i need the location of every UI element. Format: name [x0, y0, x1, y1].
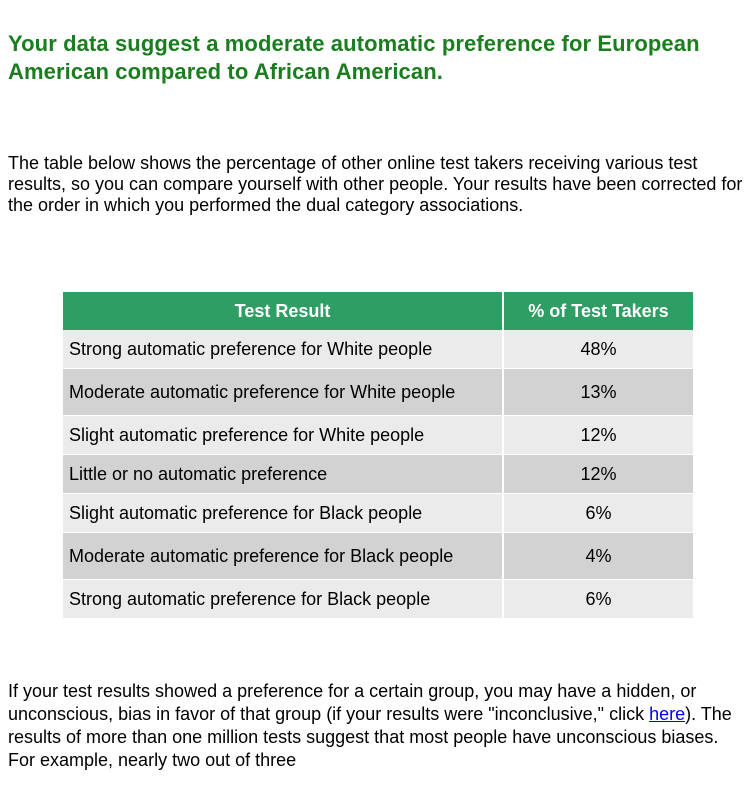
inconclusive-help-link[interactable]: here [649, 704, 686, 724]
percent-cell: 12% [504, 416, 693, 455]
table-row [63, 533, 693, 580]
header-test-result: Test Result [63, 292, 502, 330]
table-row [63, 580, 693, 619]
table-row [63, 330, 693, 369]
closing-text-end: ). The results of more than one million tests suggest that most people have unconscious biases. For example, nearly two out of three [8, 704, 732, 770]
table-header-row [63, 292, 693, 330]
percent-cell: 6% [504, 494, 693, 533]
table-row [63, 369, 693, 416]
closing-paragraph [8, 680, 743, 772]
result-headline: Your data suggest a moderate automatic preference for European American compared to African American. [8, 31, 700, 84]
result-cell: Strong automatic preference for White people [63, 330, 502, 369]
percent-cell: 13% [504, 369, 693, 416]
header-percent-test-takers: % of Test Takers [504, 292, 693, 330]
closing-text-start: If your test results showed a preference for a certain group, you may have a hidden, or unconscious, bias in favor of that group (if your results were "inconclusive," click [8, 681, 697, 724]
result-cell: Strong automatic preference for Black people [63, 580, 502, 619]
result-cell: Slight automatic preference for Black people [63, 494, 502, 533]
percent-cell: 48% [504, 330, 693, 369]
percent-cell: 6% [504, 580, 693, 619]
intro-paragraph: The table below shows the percentage of other online test takers receiving various test results, so you can compare yourself with other people. Your results have been corrected for the order in which you performed the dual category associations. [8, 153, 743, 215]
percent-cell: 12% [504, 455, 693, 494]
result-cell: Little or no automatic preference [63, 455, 502, 494]
result-cell: Moderate automatic preference for Black people [63, 533, 502, 580]
result-cell: Moderate automatic preference for White people [63, 369, 502, 416]
percent-cell: 4% [504, 533, 693, 580]
table-row [63, 416, 693, 455]
result-cell: Slight automatic preference for White people [63, 416, 502, 455]
table-row [63, 455, 693, 494]
results-table [61, 292, 695, 619]
table-row [63, 494, 693, 533]
